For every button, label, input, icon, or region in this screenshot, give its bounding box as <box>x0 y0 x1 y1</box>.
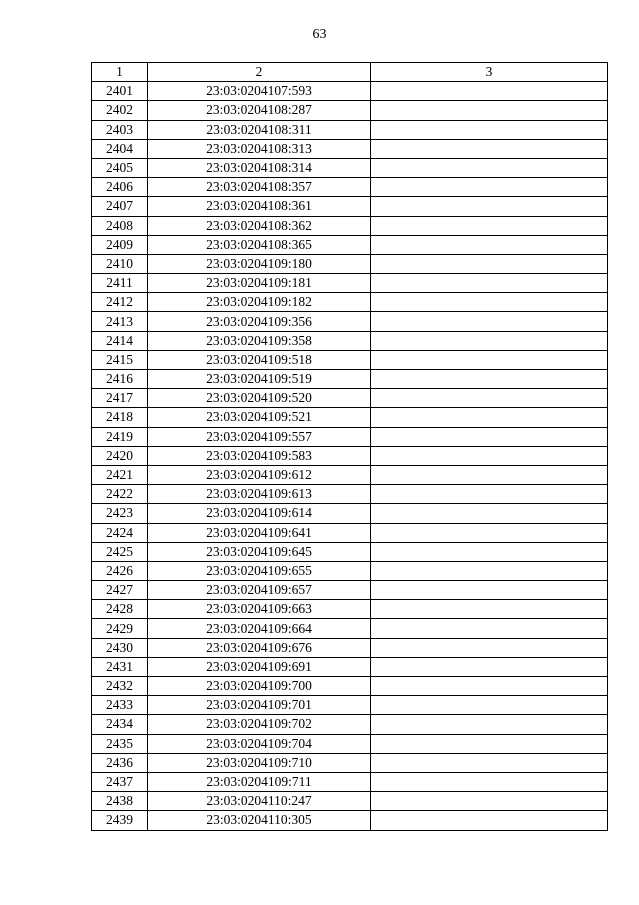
table-cell-col-2: 23:03:0204109:583 <box>148 446 371 465</box>
table-cell-col-3 <box>371 446 608 465</box>
table-cell-col-3 <box>371 158 608 177</box>
table-cell-col-2: 23:03:0204109:557 <box>148 427 371 446</box>
table-cell-col-1: 2432 <box>92 677 148 696</box>
table-cell-col-3 <box>371 638 608 657</box>
table-row <box>92 504 608 523</box>
table-row <box>92 581 608 600</box>
table-cell-col-3 <box>371 331 608 350</box>
table-cell-col-1: 2428 <box>92 600 148 619</box>
table-cell-col-1: 2402 <box>92 101 148 120</box>
table-cell-col-3 <box>371 734 608 753</box>
table-cell-col-1: 2435 <box>92 734 148 753</box>
table-row <box>92 715 608 734</box>
table-cell-col-3 <box>371 581 608 600</box>
table-cell-col-1: 2439 <box>92 811 148 830</box>
table-cell-col-3 <box>371 408 608 427</box>
table-cell-col-2: 23:03:0204108:313 <box>148 139 371 158</box>
column-header-2: 2 <box>148 63 371 82</box>
table-cell-col-3 <box>371 82 608 101</box>
table-cell-col-2: 23:03:0204109:614 <box>148 504 371 523</box>
table-cell-col-2: 23:03:0204110:305 <box>148 811 371 830</box>
table-cell-col-2: 23:03:0204109:657 <box>148 581 371 600</box>
table-row <box>92 120 608 139</box>
table-row <box>92 523 608 542</box>
table-cell-col-3 <box>371 465 608 484</box>
table-cell-col-3 <box>371 542 608 561</box>
table-row <box>92 600 608 619</box>
table-cell-col-3 <box>371 619 608 638</box>
table-row <box>92 465 608 484</box>
table-cell-col-2: 23:03:0204107:593 <box>148 82 371 101</box>
table-row <box>92 197 608 216</box>
table-cell-col-1: 2427 <box>92 581 148 600</box>
table-row <box>92 274 608 293</box>
table-row <box>92 101 608 120</box>
table-cell-col-1: 2413 <box>92 312 148 331</box>
table-row <box>92 427 608 446</box>
table-row <box>92 811 608 830</box>
table-cell-col-2: 23:03:0204108:314 <box>148 158 371 177</box>
table-row <box>92 178 608 197</box>
table-cell-col-3 <box>371 792 608 811</box>
table-cell-col-3 <box>371 772 608 791</box>
table-cell-col-2: 23:03:0204109:641 <box>148 523 371 542</box>
table-cell-col-2: 23:03:0204109:676 <box>148 638 371 657</box>
table-cell-col-2: 23:03:0204109:520 <box>148 389 371 408</box>
table-cell-col-1: 2411 <box>92 274 148 293</box>
table-cell-col-1: 2416 <box>92 370 148 389</box>
table-row <box>92 389 608 408</box>
table-cell-col-1: 2438 <box>92 792 148 811</box>
table-cell-col-3 <box>371 312 608 331</box>
table-row <box>92 82 608 101</box>
table-cell-col-2: 23:03:0204109:182 <box>148 293 371 312</box>
table-cell-col-1: 2420 <box>92 446 148 465</box>
table-row <box>92 753 608 772</box>
table-cell-col-2: 23:03:0204110:247 <box>148 792 371 811</box>
table-cell-col-3 <box>371 274 608 293</box>
table-row <box>92 331 608 350</box>
table-cell-col-2: 23:03:0204109:181 <box>148 274 371 293</box>
table-cell-col-2: 23:03:0204109:518 <box>148 350 371 369</box>
table-cell-col-2: 23:03:0204109:664 <box>148 619 371 638</box>
table-row <box>92 408 608 427</box>
table-cell-col-3 <box>371 216 608 235</box>
table-cell-col-3 <box>371 120 608 139</box>
table-row <box>92 734 608 753</box>
table-cell-col-2: 23:03:0204109:613 <box>148 485 371 504</box>
table-cell-col-1: 2406 <box>92 178 148 197</box>
table-cell-col-3 <box>371 235 608 254</box>
table-cell-col-2: 23:03:0204109:519 <box>148 370 371 389</box>
table-cell-col-1: 2419 <box>92 427 148 446</box>
table-cell-col-2: 23:03:0204108:361 <box>148 197 371 216</box>
table-cell-col-1: 2415 <box>92 350 148 369</box>
table-cell-col-1: 2409 <box>92 235 148 254</box>
table-cell-col-3 <box>371 504 608 523</box>
table-cell-col-1: 2401 <box>92 82 148 101</box>
table-cell-col-1: 2426 <box>92 561 148 580</box>
table-row <box>92 370 608 389</box>
table-cell-col-1: 2425 <box>92 542 148 561</box>
table-cell-col-2: 23:03:0204109:655 <box>148 561 371 580</box>
table-body <box>92 82 608 830</box>
table-cell-col-1: 2431 <box>92 657 148 676</box>
table-cell-col-1: 2421 <box>92 465 148 484</box>
data-table <box>91 62 608 831</box>
table-row <box>92 657 608 676</box>
table-cell-col-3 <box>371 197 608 216</box>
page-number: 63 <box>312 27 327 42</box>
table-cell-col-3 <box>371 178 608 197</box>
table-header-row <box>92 63 608 82</box>
table-cell-col-2: 23:03:0204108:362 <box>148 216 371 235</box>
table-cell-col-2: 23:03:0204109:358 <box>148 331 371 350</box>
table-cell-col-3 <box>371 696 608 715</box>
table-cell-col-2: 23:03:0204108:365 <box>148 235 371 254</box>
table-cell-col-1: 2434 <box>92 715 148 734</box>
column-header-3: 3 <box>371 63 608 82</box>
table-cell-col-1: 2423 <box>92 504 148 523</box>
table-cell-col-1: 2429 <box>92 619 148 638</box>
table-row <box>92 561 608 580</box>
table-cell-col-3 <box>371 370 608 389</box>
table-row <box>92 216 608 235</box>
table-cell-col-3 <box>371 139 608 158</box>
table-cell-col-2: 23:03:0204109:645 <box>148 542 371 561</box>
table-cell-col-1: 2410 <box>92 254 148 273</box>
table-cell-col-2: 23:03:0204109:711 <box>148 772 371 791</box>
table-cell-col-3 <box>371 350 608 369</box>
table-row <box>92 235 608 254</box>
table-row <box>92 446 608 465</box>
table-cell-col-1: 2422 <box>92 485 148 504</box>
table-cell-col-3 <box>371 811 608 830</box>
table-cell-col-2: 23:03:0204109:704 <box>148 734 371 753</box>
table-row <box>92 254 608 273</box>
table-cell-col-2: 23:03:0204109:356 <box>148 312 371 331</box>
table-cell-col-2: 23:03:0204109:701 <box>148 696 371 715</box>
table-cell-col-2: 23:03:0204109:663 <box>148 600 371 619</box>
table-cell-col-2: 23:03:0204109:700 <box>148 677 371 696</box>
table-cell-col-3 <box>371 677 608 696</box>
table-cell-col-3 <box>371 600 608 619</box>
table-cell-col-2: 23:03:0204109:612 <box>148 465 371 484</box>
table-cell-col-2: 23:03:0204108:311 <box>148 120 371 139</box>
table-cell-col-2: 23:03:0204109:180 <box>148 254 371 273</box>
table-cell-col-1: 2417 <box>92 389 148 408</box>
table-row <box>92 293 608 312</box>
table-row <box>92 312 608 331</box>
table-cell-col-1: 2407 <box>92 197 148 216</box>
column-header-1: 1 <box>92 63 148 82</box>
table-cell-col-3 <box>371 523 608 542</box>
table-cell-col-1: 2404 <box>92 139 148 158</box>
table-cell-col-1: 2436 <box>92 753 148 772</box>
table-cell-col-3 <box>371 715 608 734</box>
table-cell-col-2: 23:03:0204109:521 <box>148 408 371 427</box>
table-cell-col-3 <box>371 389 608 408</box>
table-cell-col-2: 23:03:0204109:691 <box>148 657 371 676</box>
table-cell-col-2: 23:03:0204109:702 <box>148 715 371 734</box>
table-cell-col-2: 23:03:0204109:710 <box>148 753 371 772</box>
table-cell-col-3 <box>371 101 608 120</box>
table-row <box>92 485 608 504</box>
table-cell-col-1: 2414 <box>92 331 148 350</box>
table-cell-col-3 <box>371 427 608 446</box>
table-cell-col-2: 23:03:0204108:287 <box>148 101 371 120</box>
table-row <box>92 619 608 638</box>
table-row <box>92 158 608 177</box>
table-cell-col-3 <box>371 657 608 676</box>
table-cell-col-1: 2403 <box>92 120 148 139</box>
table-cell-col-1: 2405 <box>92 158 148 177</box>
table-row <box>92 677 608 696</box>
table-row <box>92 139 608 158</box>
table-cell-col-3 <box>371 485 608 504</box>
table-row <box>92 638 608 657</box>
table-row <box>92 350 608 369</box>
table-cell-col-1: 2424 <box>92 523 148 542</box>
table-cell-col-1: 2412 <box>92 293 148 312</box>
table-row <box>92 542 608 561</box>
table-cell-col-1: 2430 <box>92 638 148 657</box>
table-row <box>92 792 608 811</box>
table-cell-col-3 <box>371 753 608 772</box>
table-cell-col-1: 2418 <box>92 408 148 427</box>
table-cell-col-1: 2408 <box>92 216 148 235</box>
table-row <box>92 696 608 715</box>
table-cell-col-1: 2437 <box>92 772 148 791</box>
table-cell-col-3 <box>371 293 608 312</box>
table-row <box>92 772 608 791</box>
table-cell-col-2: 23:03:0204108:357 <box>148 178 371 197</box>
table-cell-col-3 <box>371 561 608 580</box>
table-cell-col-1: 2433 <box>92 696 148 715</box>
table-cell-col-3 <box>371 254 608 273</box>
